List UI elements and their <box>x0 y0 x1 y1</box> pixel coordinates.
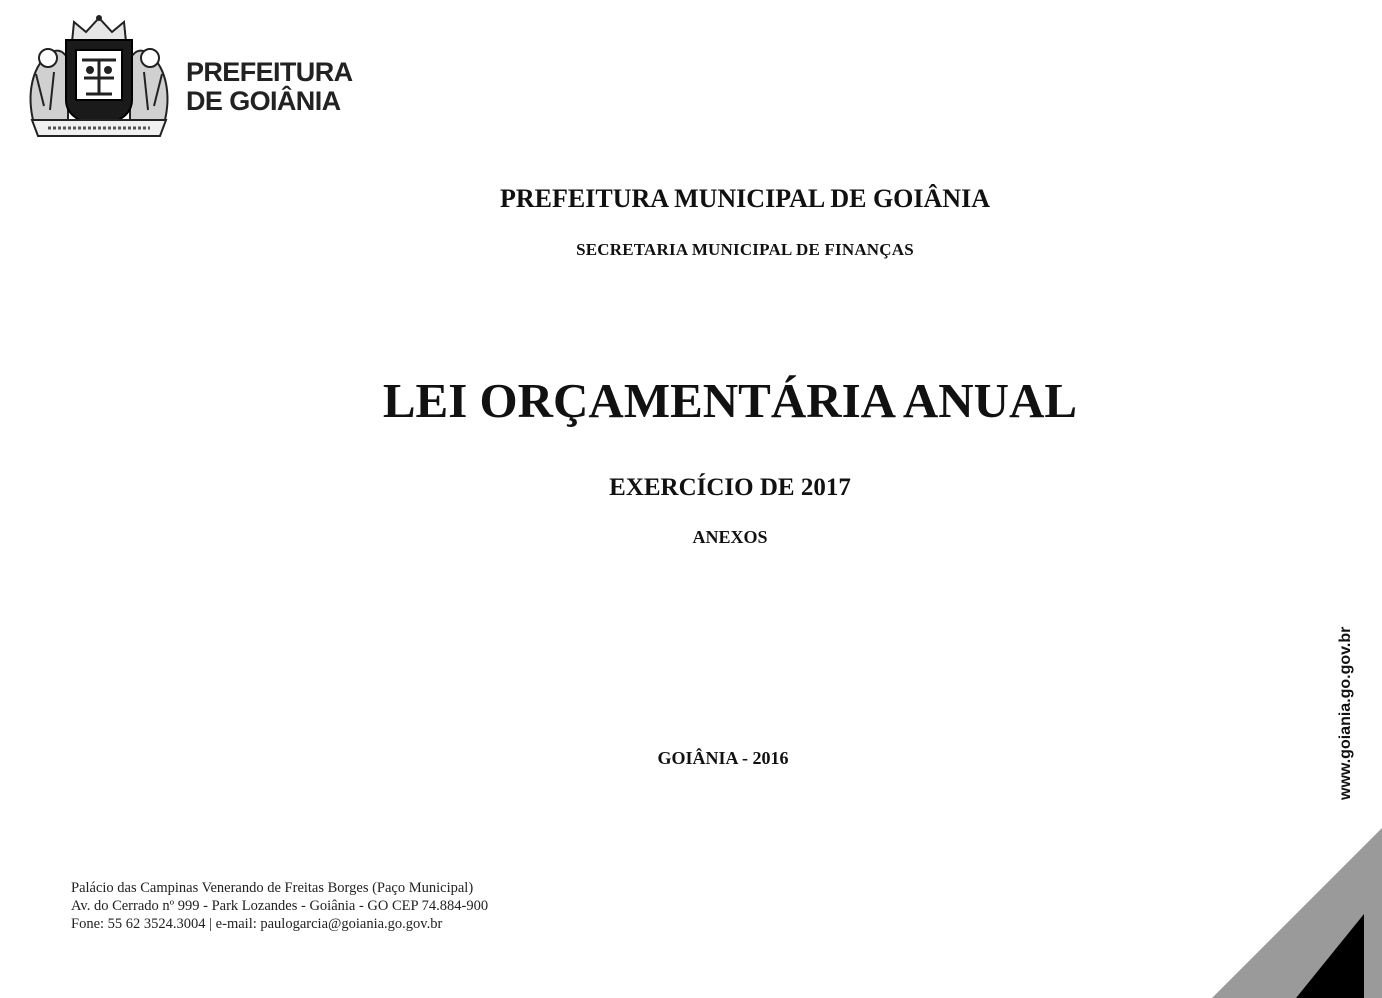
city-and-year: GOIÂNIA - 2016 <box>657 748 789 768</box>
corner-decoration <box>1212 828 1382 998</box>
website-url: www.goiania.go.gov.br <box>1337 626 1354 800</box>
address-line-3: Fone: 55 62 3524.3004 | e-mail: paulogarcia@goiania.go.gov.br <box>71 916 443 932</box>
goiania-coat-of-arms-icon <box>24 14 174 140</box>
organization-title: PREFEITURA MUNICIPAL DE GOIÂNIA <box>500 184 990 213</box>
address-line-2: Av. do Cerrado nº 999 - Park Lozandes - Goiânia - GO CEP 74.884-900 <box>71 898 489 914</box>
logo-line-1: PREFEITURA <box>186 57 353 87</box>
logo-wordmark <box>186 58 353 116</box>
prefeitura-logo <box>24 14 364 140</box>
secretariat-title: SECRETARIA MUNICIPAL DE FINANÇAS <box>576 240 914 259</box>
footer-address <box>71 879 488 933</box>
address-line-1: Palácio das Campinas Venerando de Freitas Borges (Paço Municipal) <box>71 880 474 896</box>
logo-line-2: DE GOIÂNIA <box>186 86 341 116</box>
document-title: LEI ORÇAMENTÁRIA ANUAL <box>382 373 1078 428</box>
fiscal-year: EXERCÍCIO DE 2017 <box>609 474 851 501</box>
annexes-label: ANEXOS <box>692 527 768 547</box>
